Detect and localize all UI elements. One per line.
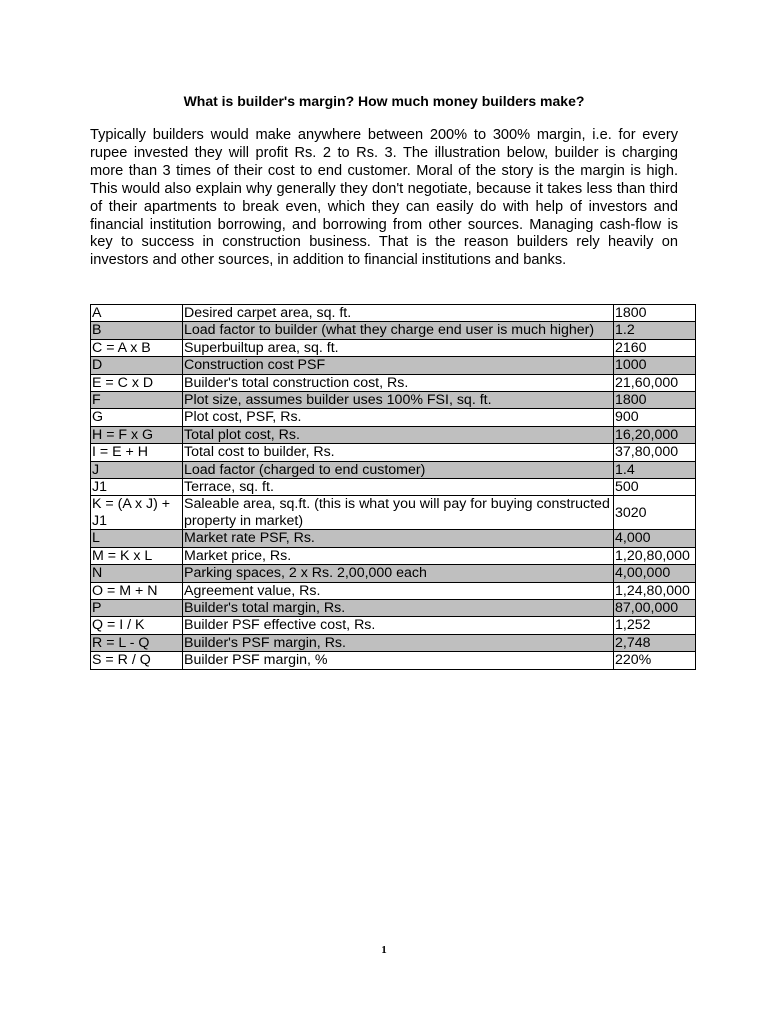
row-description: Builder's total construction cost, Rs. [183, 374, 614, 391]
row-value: 2,748 [614, 634, 696, 651]
row-value: 37,80,000 [614, 444, 696, 461]
table-row [91, 374, 696, 391]
row-key: O = M + N [91, 582, 183, 599]
row-description: Construction cost PSF [183, 357, 614, 374]
row-value: 4,000 [614, 530, 696, 547]
row-description: Load factor to builder (what they charge end user is much higher) [183, 322, 614, 339]
row-key: K = (A x J) + J1 [91, 496, 183, 530]
row-value: 1,20,80,000 [614, 547, 696, 564]
builder-margin-table [90, 304, 696, 670]
table-row [91, 530, 696, 547]
row-value: 1.4 [614, 461, 696, 478]
document-title: What is builder's margin? How much money builders make? [183, 93, 585, 109]
row-key: N [91, 565, 183, 582]
row-description: Builder PSF margin, % [183, 652, 614, 669]
table-row [91, 426, 696, 443]
table-row [91, 444, 696, 461]
row-value: 2160 [614, 339, 696, 356]
row-value: 3020 [614, 496, 696, 530]
row-value: 1000 [614, 357, 696, 374]
row-description: Builder PSF effective cost, Rs. [183, 617, 614, 634]
table-row [91, 461, 696, 478]
row-key: Q = I / K [91, 617, 183, 634]
row-value: 16,20,000 [614, 426, 696, 443]
row-description: Load factor (charged to end customer) [183, 461, 614, 478]
row-description: Total plot cost, Rs. [183, 426, 614, 443]
row-description: Desired carpet area, sq. ft. [183, 305, 614, 322]
row-key: G [91, 409, 183, 426]
table-row [91, 617, 696, 634]
row-key: A [91, 305, 183, 322]
table-row [91, 496, 696, 530]
table-row [91, 305, 696, 322]
table-row [91, 322, 696, 339]
row-description: Plot size, assumes builder uses 100% FSI, sq. ft. [183, 392, 614, 409]
row-value: 1,252 [614, 617, 696, 634]
row-value: 220% [614, 652, 696, 669]
row-value: 4,00,000 [614, 565, 696, 582]
row-key: F [91, 392, 183, 409]
row-key: L [91, 530, 183, 547]
row-key: D [91, 357, 183, 374]
row-description: Parking spaces, 2 x Rs. 2,00,000 each [183, 565, 614, 582]
table-row [91, 634, 696, 651]
row-key: E = C x D [91, 374, 183, 391]
table-row [91, 409, 696, 426]
row-key: J [91, 461, 183, 478]
row-key: M = K x L [91, 547, 183, 564]
row-key: P [91, 599, 183, 616]
row-description: Superbuiltup area, sq. ft. [183, 339, 614, 356]
row-value: 87,00,000 [614, 599, 696, 616]
table-row [91, 339, 696, 356]
row-description: Agreement value, Rs. [183, 582, 614, 599]
table-body [91, 305, 696, 670]
row-value: 1.2 [614, 322, 696, 339]
row-description: Saleable area, sq.ft. (this is what you will pay for buying constructed property in market) [183, 496, 614, 530]
row-key: I = E + H [91, 444, 183, 461]
row-description: Builder's total margin, Rs. [183, 599, 614, 616]
row-description: Market price, Rs. [183, 547, 614, 564]
table-row [91, 565, 696, 582]
row-description: Builder's PSF margin, Rs. [183, 634, 614, 651]
row-key: H = F x G [91, 426, 183, 443]
row-key: J1 [91, 479, 183, 496]
table-row [91, 392, 696, 409]
row-description: Total cost to builder, Rs. [183, 444, 614, 461]
row-key: S = R / Q [91, 652, 183, 669]
row-value: 1800 [614, 392, 696, 409]
table-row [91, 357, 696, 374]
row-value: 1,24,80,000 [614, 582, 696, 599]
row-value: 900 [614, 409, 696, 426]
row-key: B [91, 322, 183, 339]
row-description: Market rate PSF, Rs. [183, 530, 614, 547]
table-row [91, 479, 696, 496]
row-value: 500 [614, 479, 696, 496]
row-value: 1800 [614, 305, 696, 322]
row-description: Plot cost, PSF, Rs. [183, 409, 614, 426]
table-row [91, 582, 696, 599]
intro-paragraph: Typically builders would make anywhere between 200% to 300% margin, i.e. for every rupee invested they will profit Rs. 2 to Rs. 3. The illustration below, builder is charging more than 3 times of their cost to end customer. Moral of the story is the margin is high. This would also explain why generally they don't negotiate, because it takes less than third of their apartments to break even, which they can easily do with help of investors and financial institution borrowing, and borrowing from other sources. Managing cash-flow is key to success in construction business. That is the reason builders rely heavily on investors and other sources, in addition to financial institutions and banks. [90, 127, 678, 269]
row-description: Terrace, sq. ft. [183, 479, 614, 496]
table-row [91, 599, 696, 616]
row-value: 21,60,000 [614, 374, 696, 391]
row-key: R = L - Q [91, 634, 183, 651]
table-row [91, 652, 696, 669]
row-key: C = A x B [91, 339, 183, 356]
table-row [91, 547, 696, 564]
page-number: 1 [381, 944, 387, 956]
